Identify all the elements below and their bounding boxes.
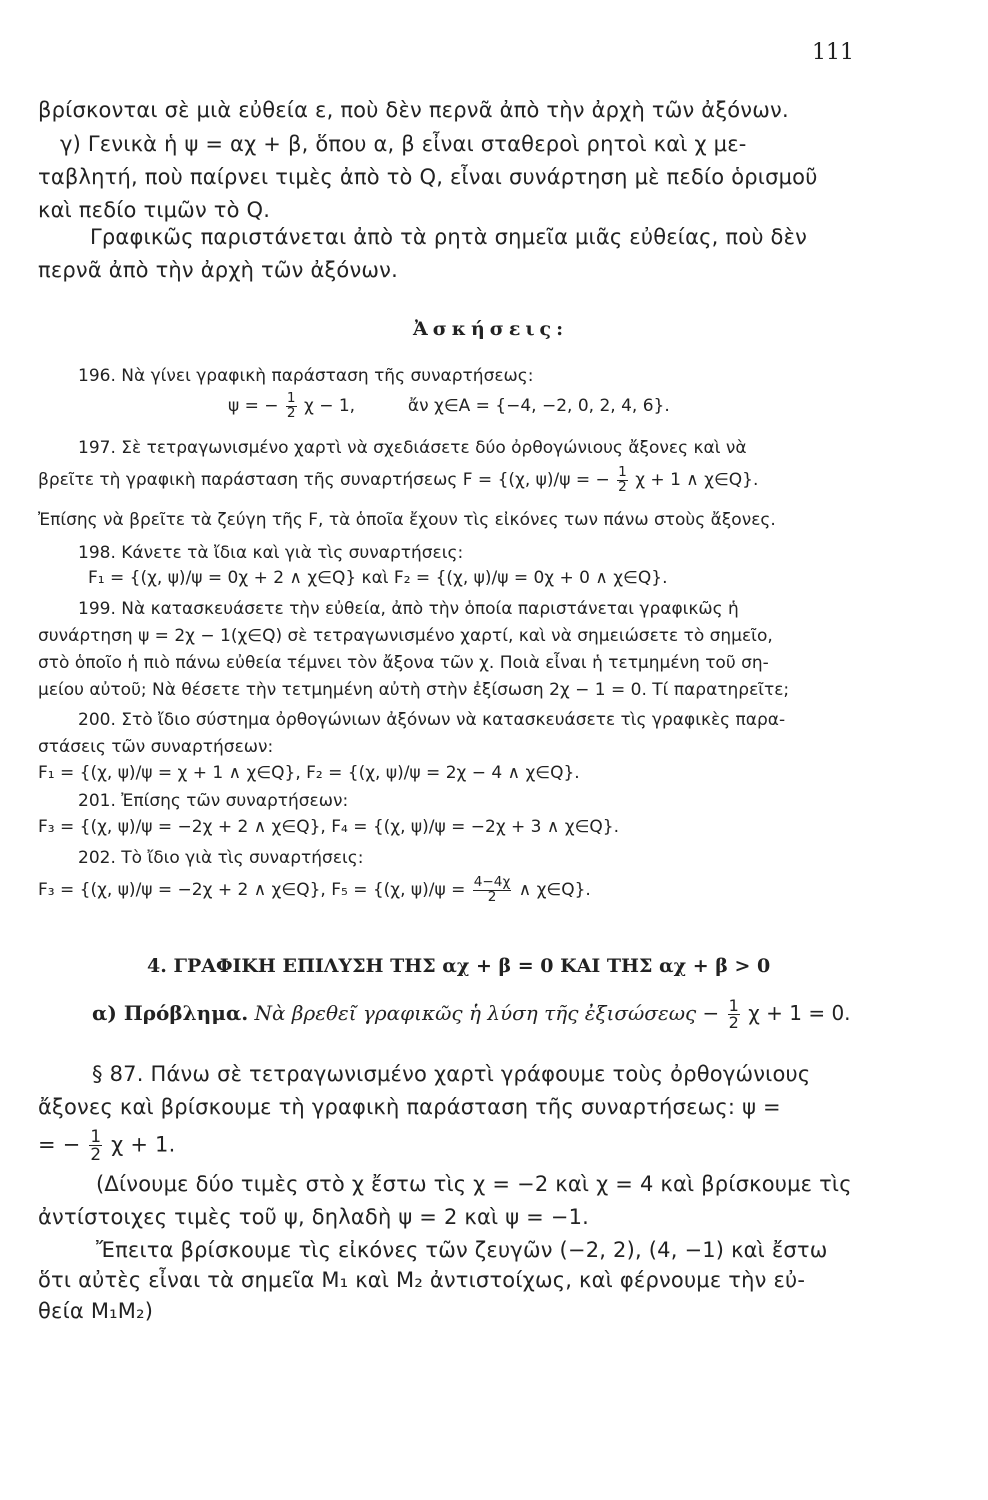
intro-line-1: βρίσκονται σὲ μιὰ εὐθεία ε, ποὺ δὲν περνᾶ ἀπὸ τὴν ἀρχὴ τῶν ἀξόνων.	[38, 98, 789, 122]
para87-line-6: Ἔπειτα βρίσκουμε τὶς εἰκόνες τῶν ζευγῶν (−2, 2), (4, −1) καὶ ἔστω	[96, 1238, 828, 1262]
para87-line-3	[38, 1128, 175, 1163]
para87-line-3a: = −	[38, 1132, 81, 1157]
ex199-line-2: συνάρτηση ψ = 2χ − 1(χ∈Q) σὲ τετραγωνισμένο χαρτί, καὶ νὰ σημειώσετε τὸ σημεῖο,	[38, 626, 773, 646]
ex196-eq-b: χ − 1,	[303, 396, 356, 417]
ex202-line-2	[38, 876, 591, 904]
problem-fraction	[728, 998, 740, 1031]
problem-line	[92, 998, 851, 1031]
ex199-line-4: μείου αὐτοῦ; Νὰ θέσετε τὴν τετμημένη αὐτὴ στὴν ἐξίσωση 2χ − 1 = 0. Τί παρατηρεῖτε;	[38, 680, 790, 700]
para87-frac-den: 2	[90, 1143, 102, 1164]
ex200-line-3: F₁ = {(χ, ψ)/ψ = χ + 1 ∧ χ∈Q}, F₂ = {(χ, ψ)/ψ = 2χ − 4 ∧ χ∈Q}.	[38, 763, 580, 783]
ex196-equation	[228, 392, 670, 420]
ex202-line-2a: F₃ = {(χ, ψ)/ψ = −2χ + 2 ∧ χ∈Q}, F₅ = {(χ, ψ)/ψ =	[38, 880, 466, 901]
ex202-line-2b: ∧ χ∈Q}.	[518, 880, 591, 901]
para87-line-8: θεία M₁M₂)	[38, 1299, 154, 1323]
ex197-line-1: 197. Σὲ τετραγωνισμένο χαρτὶ νὰ σχεδιάσετε δύο ὀρθογώνιους ἄξονες καὶ νὰ	[78, 438, 747, 458]
ex199-line-3: στὸ ὁποῖο ἡ πιὸ πάνω εὐθεία τέμνει τὸν ἄξονα τῶν χ. Ποιὰ εἶναι ἡ τετμημένη τοῦ ση-	[38, 653, 769, 673]
ex198-line-1: 198. Κάνετε τὰ ἴδια καὶ γιὰ τὶς συναρτήσεις:	[78, 543, 464, 563]
ex197-line-2b: χ + 1 ∧ χ∈Q}.	[635, 470, 759, 491]
ex196-frac-den: 2	[286, 404, 296, 421]
ex196-line-1: 196. Νὰ γίνει γραφικὴ παράσταση τῆς συναρτήσεως:	[78, 366, 534, 386]
ex201-line-1: 201. Ἐπίσης τῶν συναρτήσεων:	[78, 791, 349, 811]
para87-line-4: (Δίνουμε δύο τιμὲς στὸ χ ἔστω τὶς χ = −2 καὶ χ = 4 καὶ βρίσκουμε τὶς	[96, 1172, 852, 1196]
ex201-line-2: F₃ = {(χ, ψ)/ψ = −2χ + 2 ∧ χ∈Q}, F₄ = {(χ, ψ)/ψ = −2χ + 3 ∧ χ∈Q}.	[38, 817, 619, 837]
ex199-line-1: 199. Νὰ κατασκευάσετε τὴν εὐθεία, ἀπὸ τὴν ὁποία παριστάνεται γραφικῶς ἡ	[78, 599, 739, 619]
ex197-frac-den: 2	[618, 478, 627, 495]
ex202-fraction	[473, 876, 512, 904]
ex196-eq-a: ψ = −	[228, 396, 279, 417]
ex200-line-2: στάσεις τῶν συναρτήσεων:	[38, 737, 274, 757]
intro-line-2: γ) Γενικὰ ἡ ψ = αχ + β, ὅπου α, β εἶναι σταθεροὶ ρητοὶ καὶ χ με-	[60, 132, 747, 156]
para87-line-5: ἀντίστοιχες τιμὲς τοῦ ψ, δηλαδὴ ψ = 2 καὶ ψ = −1.	[38, 1205, 590, 1229]
section-heading: 4. ΓΡΑΦΙΚΗ ΕΠΙΛΥΣΗ ΤΗΣ αχ + β = 0 ΚΑΙ ΤΗΣ αχ + β > 0	[147, 955, 771, 977]
problem-text: Νὰ βρεθεῖ γραφικῶς ἡ λύση τῆς ἐξισώσεως −	[254, 1001, 720, 1025]
ex196-condition: ἄν χ∈A = {−4, −2, 0, 2, 4, 6}.	[407, 396, 670, 417]
ex196-frac-num: 1	[286, 390, 296, 406]
intro-line-4: καὶ πεδίο τιμῶν τὸ Q.	[38, 198, 271, 222]
para87-line-7: ὅτι αὐτὲς εἶναι τὰ σημεῖα M₁ καὶ M₂ ἀντιστοίχως, καὶ φέρνουμε τὴν εὐ-	[38, 1268, 806, 1292]
ex202-frac-den: 2	[487, 888, 497, 905]
para87-fraction	[89, 1128, 102, 1163]
ex198-line-2: F₁ = {(χ, ψ)/ψ = 0χ + 2 ∧ χ∈Q} καὶ F₂ = {(χ, ψ)/ψ = 0χ + 0 ∧ χ∈Q}.	[88, 568, 668, 588]
ex197-line-3: Ἐπίσης νὰ βρεῖτε τὰ ζεύγη τῆς F, τὰ ὁποῖα ἔχουν τὶς εἰκόνες των πάνω στοὺς ἄξονες.	[38, 510, 776, 530]
para87-line-3b: χ + 1.	[111, 1132, 176, 1157]
ex200-line-1: 200. Στὸ ἴδιο σύστημα ὀρθογώνιων ἀξόνων νὰ κατασκευάσετε τὶς γραφικὲς παρα-	[78, 710, 786, 730]
ex202-frac-num: 4−4χ	[473, 874, 511, 890]
intro-line-3: ταβλητή, ποὺ παίρνει τιμὲς ἀπὸ τὸ Q, εἶναι συνάρτηση μὲ πεδίο ὁρισμοῦ	[38, 165, 818, 189]
para87-line-1: § 87. Πάνω σὲ τετραγωνισμένο χαρτὶ γράφουμε τοὺς ὀρθογώνιους	[92, 1062, 811, 1086]
para87-frac-num: 1	[90, 1126, 102, 1146]
ex197-line-2a: βρεῖτε τὴ γραφικὴ παράσταση τῆς συναρτήσεως F = {(χ, ψ)/ψ = −	[38, 470, 610, 491]
ex202-line-1: 202. Τὸ ἴδιο γιὰ τὶς συναρτήσεις:	[78, 848, 364, 868]
intro-line-6: περνᾶ ἀπὸ τὴν ἀρχὴ τῶν ἀξόνων.	[38, 258, 398, 282]
problem-label: α) Πρόβλημα.	[92, 1001, 249, 1025]
ex196-fraction	[286, 392, 297, 420]
ex197-frac-num: 1	[618, 464, 627, 480]
problem-frac-num: 1	[728, 996, 739, 1015]
exercises-heading: Ἀσκήσεις:	[413, 318, 569, 340]
intro-line-5: Γραφικῶς παριστάνεται ἀπὸ τὰ ρητὰ σημεῖα μιᾶς εὐθείας, ποὺ δὲν	[90, 225, 808, 249]
ex197-fraction	[617, 466, 628, 494]
para87-line-2: ἄξονες καὶ βρίσκουμε τὴ γραφικὴ παράσταση τῆς συναρτήσεως: ψ =	[38, 1095, 781, 1119]
problem-frac-den: 2	[728, 1013, 739, 1032]
page-number: 111	[812, 40, 854, 65]
ex197-line-2	[38, 466, 758, 494]
problem-tail: χ + 1 = 0.	[748, 1001, 851, 1025]
